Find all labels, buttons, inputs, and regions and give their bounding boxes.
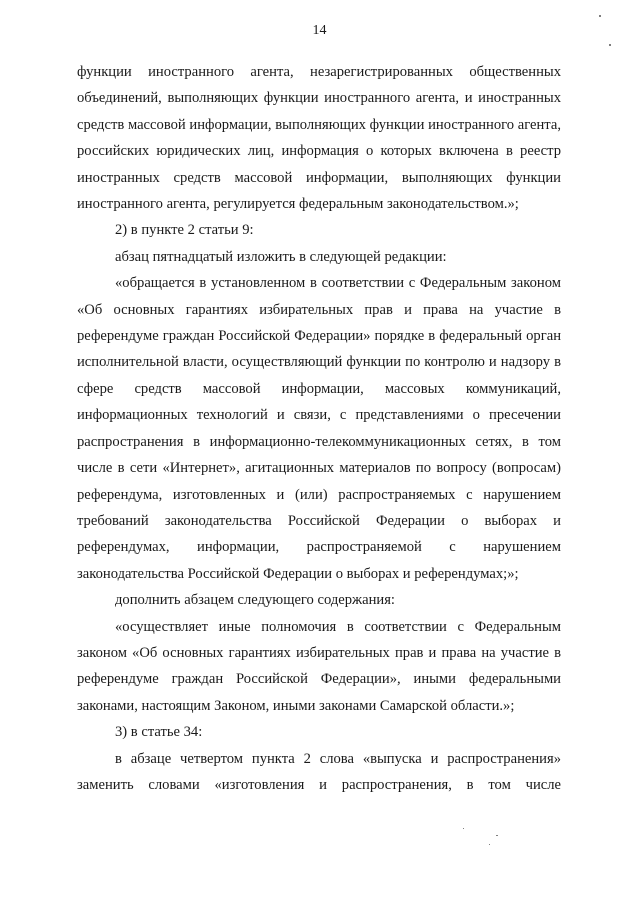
scan-speck (489, 844, 490, 845)
scan-speck (609, 44, 611, 46)
paragraph-add-abzats-instruction: дополнить абзацем следующего содержания: (115, 592, 395, 609)
paragraph-item-2-heading: 2) в пункте 2 статьи 9: (115, 222, 254, 239)
paragraph-new-abzats-15: «обращается в установленном в соответствии с Федеральным законом «Об основных гарантиях избирательных прав и права на участие в референдуме граждан Российской Федерации» порядке в федеральный орган исполнительной власти, осуществляющий функции по контролю и надзору в сфере средств массовой информации, массовых коммуникаций, информационных технологий и связи, с представлениями о пресечении распространения в информационно-телекоммуникационных сетях, в том числе в сети «Интернет», агитационных материалов по вопросу (вопросам) референдума, изготовленных и (или) распространяемых с нарушением требований законодательства Российской Федерации о выборах и референдумах, информации, распространяемой с нарушением законодательства Российской Федерации о выборах и референдумах;»; (77, 275, 561, 582)
paragraph-item-2-instruction: абзац пятнадцатый изложить в следующей редакции: (115, 248, 447, 265)
scan-speck (599, 15, 601, 17)
paragraph-article-34-amendment: в абзаце четвертом пункта 2 слова «выпуска и распространения» заменить словами «изготовления и распространения, в том числе (77, 750, 561, 793)
page-number: 14 (312, 23, 327, 38)
document-body (77, 59, 561, 798)
scan-speck (463, 828, 464, 829)
paragraph-other-powers: «осуществляет иные полномочия в соответствии с Федеральным законом «Об основных гарантиях избирательных прав и права на участие в референдуме граждан Российской Федерации», иными федеральными законами, настоящим Законом, иными законами Самарской области.»; (77, 618, 561, 714)
paragraph-foreign-agent-clause: функции иностранного агента, незарегистрированных общественных объединений, выполняющих функции иностранного агента, и иностранных средств массовой информации, выполняющих функции иностранного агента, российских юридических лиц, информация о которых включена в реестр иностранных средств массовой информации, выполняющих функции иностранного агента, регулируется федеральным законодательством.»; (77, 64, 561, 213)
scan-speck (496, 835, 498, 836)
paragraph-item-3-heading: 3) в статье 34: (115, 724, 203, 741)
